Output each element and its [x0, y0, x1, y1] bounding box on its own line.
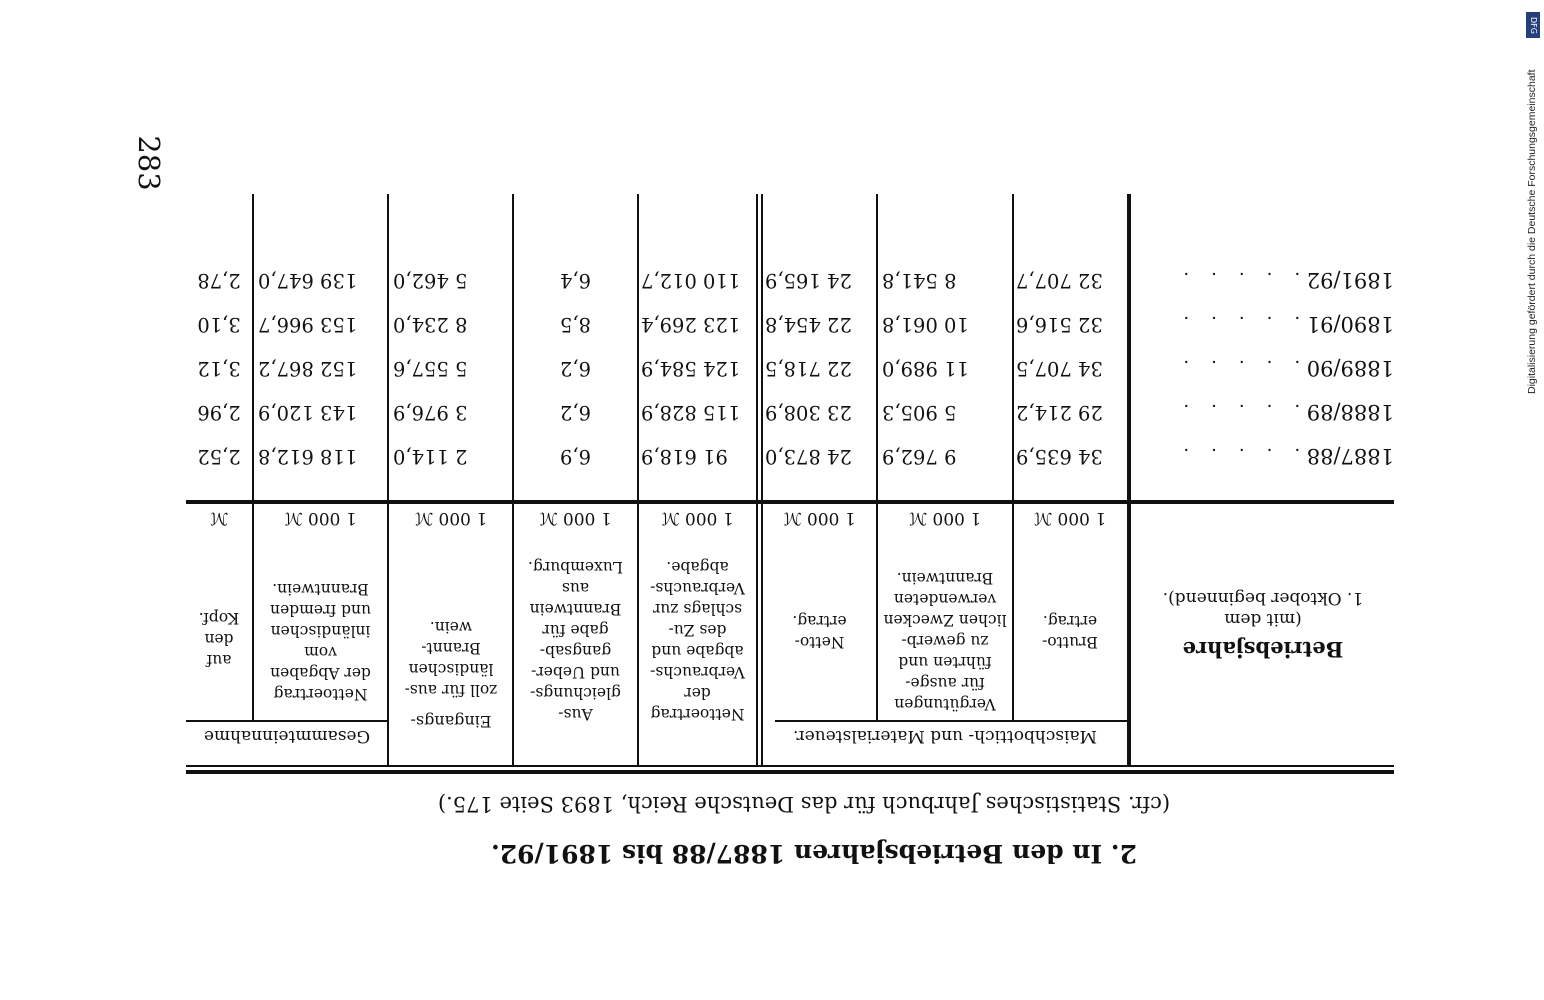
unit-col-8: ℳ	[209, 508, 229, 528]
table-cell: 23 308,9	[765, 401, 852, 424]
table-cell: 2,52	[197, 445, 241, 468]
table-cell: 5 905,3	[882, 401, 957, 424]
table-cell: 143 120,9	[258, 401, 358, 424]
source-note: (cfr. Statistisches Jahrbuch für das Deutsche Reich, 1893 Seite 175.)	[437, 792, 1171, 816]
table-cell: 8 234,0	[393, 313, 468, 336]
header-bottom-rule	[186, 500, 1394, 504]
group-header-eingangs: Eingangs-	[410, 712, 492, 731]
table-row-year: 1888/89 .....	[1161, 400, 1394, 424]
table-row-year: 1890/91 .....	[1161, 312, 1394, 336]
table-cell: 123 269,4	[641, 313, 741, 336]
table-top-rule-thin	[186, 766, 1394, 768]
col-header-brutto: Brutto- ertrag.	[1042, 612, 1098, 651]
section-title: 2. In den Betriebsjahren 1887/88 bis 1891/92.	[491, 839, 1137, 868]
table-cell: 22 718,5	[765, 357, 852, 380]
year-column-header	[1132, 587, 1394, 660]
unit-col-4: 1 000 ℳ	[661, 508, 734, 528]
table-cell: 115 828,9	[641, 401, 741, 424]
unit-col-7: 1 000 ℳ	[284, 508, 357, 528]
col-rule-3a	[762, 194, 764, 766]
table-cell: 11 989,0	[882, 357, 969, 380]
col-header-verguetungen: Vergütungen für ausge- führten und zu gewerb- lichen Zwecken verwendeten Branntwein.	[883, 569, 1007, 713]
attribution-note: Digitalisierung gefördert durch die Deutsche Forschungsgemeinschaft	[1526, 69, 1538, 394]
table-cell: 22 454,8	[765, 313, 852, 336]
year-header-title: Betriebsjahre	[1182, 637, 1344, 662]
table-cell: 2,96	[197, 401, 241, 424]
unit-col-1: 1 000 ℳ	[1033, 508, 1107, 528]
unit-col-3: 1 000 ℳ	[783, 508, 856, 528]
table-cell: 3,10	[197, 313, 241, 336]
table-cell: 118 612,8	[258, 445, 358, 468]
table-cell: 2 114,0	[393, 445, 468, 468]
col-rule-3b	[757, 194, 759, 766]
table-cell: 3,12	[197, 357, 241, 380]
page-number: 283	[132, 135, 166, 191]
col-header-kopf: auf den Kopf.	[198, 609, 240, 669]
year-header-line3: 1. Oktober beginnend).	[1162, 588, 1364, 608]
table-cell: 2,78	[197, 269, 241, 292]
attribution-strip	[1522, 8, 1544, 408]
table-cell: 91 618,9	[641, 445, 728, 468]
col-header-netto: Netto- ertrag.	[792, 612, 847, 651]
table-cell: 8,5	[560, 313, 592, 336]
table-cell: 5 557,6	[393, 357, 468, 380]
table-cell: 34 635,9	[1016, 445, 1103, 468]
table-cell: 6,2	[560, 401, 592, 424]
table-cell: 9 762,9	[882, 445, 957, 468]
table-cell: 10 061,8	[882, 313, 969, 336]
group-rule-malz	[775, 721, 1129, 723]
table-row-year: 1887/88 .....	[1161, 444, 1394, 468]
group-rule-gesamt	[186, 721, 389, 723]
table-cell: 139 647,0	[258, 269, 358, 292]
table-cell: 6,4	[560, 269, 592, 292]
table-cell: 24 165,9	[765, 269, 852, 292]
col-header-eingangszoll: zoll für aus- ländischen Brannt- wein.	[404, 618, 498, 699]
table-cell: 6,2	[560, 357, 592, 380]
dfg-logo: DFG	[1526, 12, 1540, 38]
unit-col-2: 1 000 ℳ	[908, 508, 982, 528]
table-cell: 110 012,7	[641, 269, 741, 292]
table-cell: 152 867,2	[258, 357, 358, 380]
col-rule-year	[1127, 194, 1131, 766]
col-header-nettoertrag-abgaben: Nettoertrag der Abgaben vom inländischen und fremden Branntwein.	[270, 580, 371, 703]
table-row-year: 1889/90 .....	[1161, 356, 1394, 380]
group-header-gesamt: Gesammteinnahme	[203, 726, 371, 746]
table-cell: 29 214,2	[1016, 401, 1103, 424]
col-header-verbrauchsabgabe: Nettoertrag der Verbrauchs- abgabe und des Zu- schlags zur Verbrauchs- abgabe.	[650, 558, 745, 723]
year-header-line2: (mit dem	[1224, 609, 1302, 629]
group-header-malz: Maischbottich- und Materialsteuer.	[792, 726, 1098, 746]
table-cell: 153 966,7	[258, 313, 358, 336]
table-cell: 124 584,9	[641, 357, 741, 380]
table-row-year: 1891/92 .....	[1161, 268, 1394, 292]
unit-col-5: 1 000 ℳ	[539, 508, 612, 528]
table-cell: 5 462,0	[393, 269, 468, 292]
table-cell: 8 541,8	[882, 269, 957, 292]
table-top-rule	[186, 770, 1394, 774]
unit-col-6: 1 000 ℳ	[414, 508, 488, 528]
col-header-ausgleichung: Aus- gleichungs- und Ueber- gangsab- gabe für Branntwein aus Luxemburg.	[527, 558, 624, 723]
table-cell: 3 976,9	[393, 401, 468, 424]
table-cell: 24 873,0	[765, 445, 852, 468]
table-cell: 6,9	[560, 445, 592, 468]
table-cell: 32 516,6	[1016, 313, 1103, 336]
table-cell: 34 707,5	[1016, 357, 1103, 380]
table-cell: 32 707,7	[1016, 269, 1103, 292]
